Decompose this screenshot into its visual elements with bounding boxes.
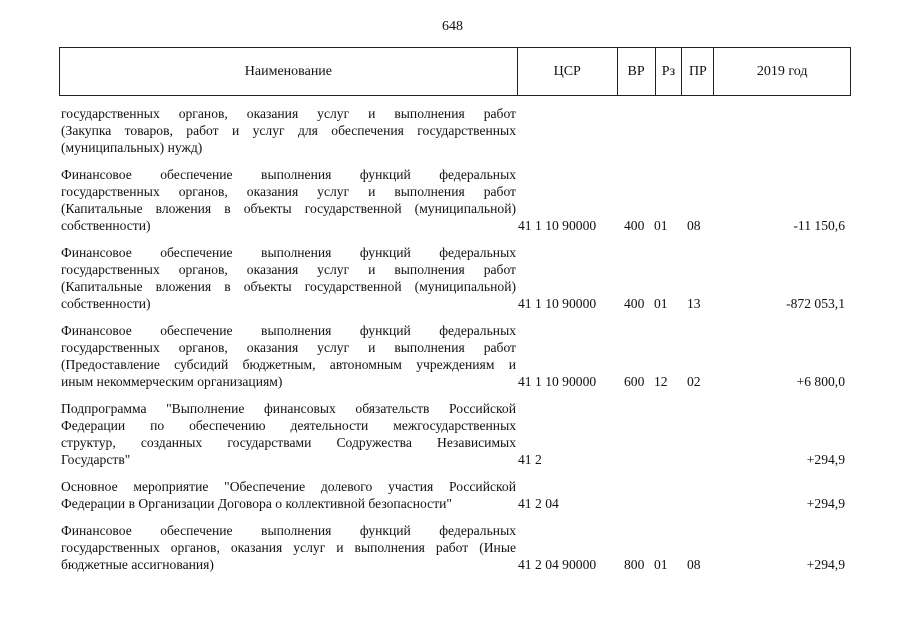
row-name-line: Основное мероприятие "Обеспечение долевого участия Российской — [61, 479, 516, 494]
row-name — [61, 322, 516, 390]
header-pr: ПР — [681, 48, 713, 95]
page-number: 648 — [442, 19, 463, 34]
row-name — [61, 522, 516, 573]
row-csr: 41 2 04 — [518, 496, 559, 511]
table-header — [59, 47, 851, 96]
row-vr: 400 — [624, 218, 645, 233]
row-name-line: (Капитальные вложения в объекты государственной (муниципальной) — [61, 201, 516, 216]
row-value: +6 800,0 — [796, 374, 845, 389]
row-name-line: государственных органов, оказания услуг и выполнения работ — [61, 262, 516, 277]
table-row — [61, 400, 851, 468]
row-pr: 13 — [687, 296, 701, 311]
row-vr: 600 — [624, 374, 645, 389]
row-name-line: Государств" — [61, 452, 131, 467]
table-row — [61, 522, 851, 573]
row-name — [61, 478, 516, 512]
header-rz: Рз — [655, 48, 682, 95]
row-csr: 41 1 10 90000 — [518, 218, 597, 233]
row-name-line: бюджетные ассигнования) — [61, 557, 214, 572]
table-row — [61, 478, 851, 512]
row-name-line: государственных органов, оказания услуг и выполнения работ — [61, 106, 516, 121]
row-name-line: Финансовое обеспечение выполнения функций федеральных — [61, 523, 516, 538]
row-name-line: (Капитальные вложения в объекты государственной (муниципальной) — [61, 279, 516, 294]
header-year: 2019 год — [713, 48, 850, 95]
row-name — [61, 166, 516, 234]
row-name — [61, 244, 516, 312]
row-rz: 01 — [654, 557, 668, 572]
row-csr: 41 2 — [518, 452, 542, 467]
row-value: +294,9 — [806, 452, 845, 467]
row-rz: 01 — [654, 296, 668, 311]
table-row — [61, 166, 851, 234]
row-name — [61, 400, 516, 468]
row-name — [61, 105, 516, 156]
row-name-line: (Предоставление субсидий бюджетным, автономным учреждениям и — [61, 357, 516, 372]
row-name-line: Финансовое обеспечение выполнения функций федеральных — [61, 323, 516, 338]
row-name-line: государственных органов, оказания услуг и выполнения работ — [61, 340, 516, 355]
row-name-line: собственности) — [61, 218, 151, 233]
row-value: +294,9 — [806, 496, 845, 511]
row-value: -11 150,6 — [793, 218, 845, 233]
row-name-line: Федерации по обеспечению деятельности межгосударственных — [61, 418, 516, 433]
row-name-line: Федерации в Организации Договора о коллективной безопасности" — [61, 496, 452, 511]
row-csr: 41 2 04 90000 — [518, 557, 597, 572]
table-body — [61, 105, 851, 583]
header-vr: ВР — [617, 48, 655, 95]
row-csr: 41 1 10 90000 — [518, 296, 597, 311]
row-name-line: Финансовое обеспечение выполнения функций федеральных — [61, 167, 516, 182]
row-name-line: иным некоммерческим организациям) — [61, 374, 283, 389]
header-csr: ЦСР — [517, 48, 617, 95]
table-row — [61, 244, 851, 312]
row-pr: 08 — [687, 557, 701, 572]
row-name-line: государственных органов, оказания услуг и выполнения работ (Иные — [61, 540, 516, 555]
table-row — [61, 322, 851, 390]
row-vr: 800 — [624, 557, 645, 572]
row-pr: 08 — [687, 218, 701, 233]
row-name-line: Подпрограмма "Выполнение финансовых обязательств Российской — [61, 401, 516, 416]
row-name-line: структур, созданных государствами Содружества Независимых — [61, 435, 516, 450]
row-value: +294,9 — [806, 557, 845, 572]
row-rz: 01 — [654, 218, 668, 233]
row-value: -872 053,1 — [786, 296, 845, 311]
row-pr: 02 — [687, 374, 701, 389]
row-name-line: Финансовое обеспечение выполнения функций федеральных — [61, 245, 516, 260]
row-name-line: (Закупка товаров, работ и услуг для обеспечения государственных — [61, 123, 516, 138]
row-name-line: (муниципальных) нужд) — [61, 140, 203, 155]
row-vr: 400 — [624, 296, 645, 311]
row-csr: 41 1 10 90000 — [518, 374, 597, 389]
header-name: Наименование — [244, 63, 333, 79]
row-name-line: государственных органов, оказания услуг и выполнения работ — [61, 184, 516, 199]
row-name-line: собственности) — [61, 296, 151, 311]
row-rz: 12 — [654, 374, 668, 389]
table-row — [61, 105, 851, 156]
